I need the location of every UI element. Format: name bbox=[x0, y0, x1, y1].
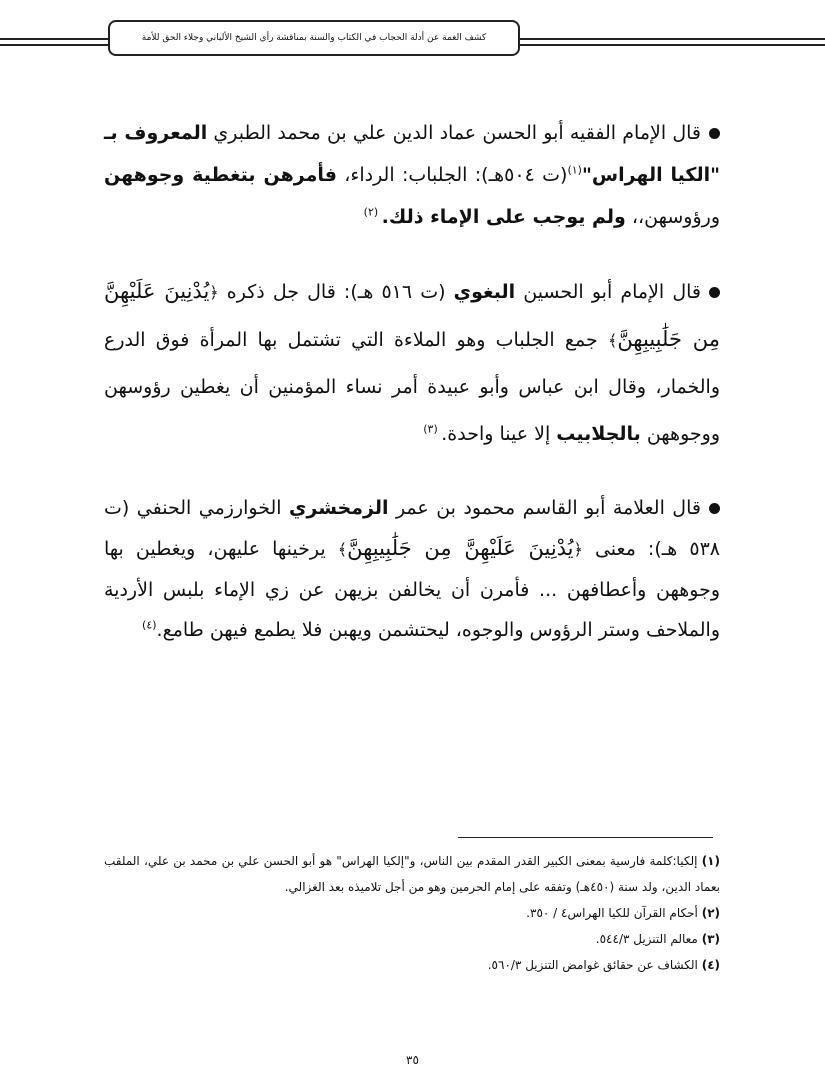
main-text bbox=[104, 112, 720, 680]
quran-bracket-close: ﴾ bbox=[337, 540, 348, 559]
paragraph-text: قال العلامة أبو القاسم محمود بن عمر bbox=[388, 497, 701, 519]
footnotes bbox=[104, 848, 720, 978]
footnote-ref[interactable]: (٤) bbox=[142, 618, 157, 632]
paragraph-text: يرخينها عليهن، ويغطين بها وجوههن وأعطافهن ... فأمرن أن يخالفن بزيهن عن زي الإماء بلبس الأردية والملاحف وستر الرؤوس والوجوه، ليحتشمن ويهبن فلا يطمع فيهن طامع. bbox=[104, 538, 720, 641]
paragraph-text: (ت ٥١٦ هـ): قال جل ذكره bbox=[218, 281, 454, 303]
footnote-text: أحكام القرآن للكيا الهراس٤ / ٣٥٠. bbox=[526, 906, 698, 920]
quran-bracket-open: ﴿ bbox=[209, 283, 219, 302]
page-number: ٣٥ bbox=[406, 1053, 419, 1067]
paragraph-text: الخوارزمي الحنفي (ت ٥٣٨ هـ): معنى bbox=[104, 497, 721, 560]
paragraph-text: قال الإمام الفقيه أبو الحسن عماد الدين علي بن محمد الطبري bbox=[207, 122, 701, 144]
bullet-icon bbox=[709, 503, 720, 514]
quran-bracket-close: ﴾ bbox=[607, 331, 618, 350]
bullet-icon bbox=[709, 287, 720, 298]
footnote-ref[interactable]: (١) bbox=[567, 163, 582, 177]
quran-bracket-open: ﴿ bbox=[573, 540, 583, 559]
emphasis-text: بالجلابيب bbox=[556, 423, 641, 445]
scholar-name: المعروف بـ "الكيا الهراس" bbox=[104, 122, 720, 186]
emphasis-text: ولم يوجب على الإماء ذلك. bbox=[381, 206, 626, 228]
quran-verse: يُدْنِينَ عَلَيْهِنَّ مِن جَلَٰبِيبِهِنَّ bbox=[104, 279, 720, 351]
footnote-number: (٤) bbox=[701, 958, 720, 972]
footnote-number: (٢) bbox=[701, 906, 720, 920]
footnote-ref[interactable]: (٢) bbox=[363, 205, 382, 219]
footnote-text: إلكيا:كلمة فارسية بمعنى الكبير القدر المقدم بين الناس، و"إلكيا الهراس" هو أبو الحسن علي بن محمد بن علي، الملقب بعماد الدين، ولد سنة (٤٥٠هـ) وتفقه على إمام الحرمين وهو من أجل تلاميذه بعد الغزالي. bbox=[104, 854, 720, 894]
paragraph-zamakhshari bbox=[104, 488, 720, 650]
paragraph-kiya-harras bbox=[104, 112, 720, 238]
footnote-number: (١) bbox=[701, 854, 720, 868]
bullet-icon bbox=[709, 128, 720, 139]
running-header bbox=[108, 20, 520, 56]
paragraph-baghawi bbox=[104, 268, 720, 458]
emphasis-text: فأمرهن بتغطية وجوههن bbox=[104, 164, 337, 186]
footnote-number: (٣) bbox=[701, 932, 720, 946]
paragraph-text: ورؤوسهن،، bbox=[625, 206, 720, 228]
footnote-ref[interactable]: (٣) bbox=[423, 422, 442, 436]
footnote-item bbox=[104, 952, 720, 978]
quran-verse: يُدْنِينَ عَلَيْهِنَّ مِن جَلَٰبِيبِهِنَّ bbox=[347, 536, 574, 560]
scholar-name: البغوي bbox=[453, 281, 516, 303]
paragraph-text: إلا عينا واحدة. bbox=[441, 423, 557, 445]
book-title: كشف الغمة عن أدلة الحجاب في الكتاب والسنة بمناقشة رأي الشيخ الألباني وجلاء الحق للأمة bbox=[141, 33, 487, 43]
footnote-separator bbox=[458, 837, 713, 838]
paragraph-text: (ت ٥٠٤هـ): الجلباب: الرداء، bbox=[336, 164, 568, 186]
paragraph-text: قال الإمام أبو الحسين bbox=[515, 281, 701, 303]
footnote-item bbox=[104, 848, 720, 900]
footnote-item bbox=[104, 926, 720, 952]
paragraph-text: جمع الجلباب وهو الملاءة التي تشتمل بها المرأة فوق الدرع والخمار، وقال ابن عباس وأبو عبيدة أمر نساء المؤمنين أن يغطين رؤوسهن ووجوههن bbox=[104, 329, 720, 445]
footnote-text: الكشاف عن حقائق غوامض التنزيل ٥٦٠/٣. bbox=[487, 958, 698, 972]
scholar-name: الزمخشري bbox=[288, 497, 389, 519]
footnote-item bbox=[104, 900, 720, 926]
footnote-text: معالم التنزيل ٥٤٤/٣. bbox=[595, 932, 698, 946]
